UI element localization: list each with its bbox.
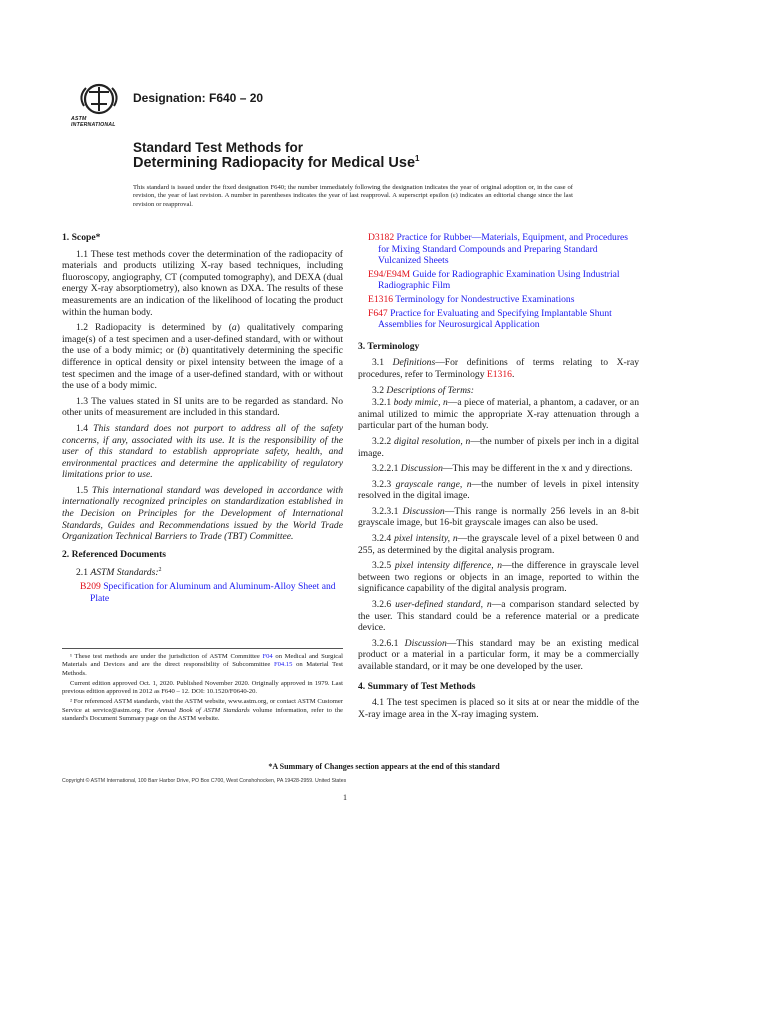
summary-of-changes-note: *A Summary of Changes section appears at the end of this standard: [268, 762, 500, 771]
link-f04-15[interactable]: F04.15: [273, 661, 293, 669]
para-4-1: 4.1 The test specimen is placed so it sits at or near the middle of the X-ray image area in the X-ray imaging system.: [358, 697, 639, 720]
ref-b209[interactable]: B209 Specification for Aluminum and Aluminum-Alloy Sheet and Plate: [80, 581, 336, 604]
astm-logo: [70, 82, 128, 128]
para-3-1: 3.1 Definitions—For definitions of terms relating to X-ray procedures, refer to Terminology E1316.: [358, 357, 639, 380]
footnote-1-edition: Current edition approved Oct. 1, 2020. Published November 2020. Originally approved in 1979. Last previous edition approved in 2012 as F640 – 12. DOI: 10.1520/F0640-20.: [62, 679, 343, 696]
para-3-2-6-1: 3.2.6.1 Discussion—This standard may be an existing medical product or a material in a particular form, it may be a commercially available standard, or it may be one developed by the user.: [358, 637, 639, 672]
para-3-2-4: 3.2.4 pixel intensity, n—the grayscale level of a pixel between 0 and 255, as determined by the digital analysis program.: [358, 533, 639, 556]
ref-f647[interactable]: F647 Practice for Evaluating and Specifying Implantable Shunt Assemblies for Neurosurgical Application: [368, 307, 612, 331]
para-3-2-5: 3.2.5 pixel intensity difference, n—the difference in grayscale level between two regions or objects in an image, reported to within the significance capability of the digital analysis program.: [358, 560, 639, 595]
section-2-heading: 2. Referenced Documents: [62, 548, 166, 560]
para-3-2-3-1: 3.2.3.1 Discussion—This range is normally 256 levels in an 8-bit grayscale image, but 16-bit grayscale images can also be used.: [358, 505, 639, 529]
issuance-notice: This standard is issued under the fixed designation F640; the number immediately following the designation indicates the year of original adoption or, in the case of revision, the year of last revision. A number in parentheses indicates the year of last reapproval. A superscript epsilon (ε) indicates an editorial change since the last revision or reapproval.: [133, 184, 573, 208]
right-column: [358, 232, 639, 724]
designation: Designation: F640 – 20: [133, 91, 264, 105]
footnotes: [62, 648, 343, 725]
title-line-1: Standard Test Methods for: [133, 140, 304, 155]
logo-label: ASTM INTERNATIONAL: [71, 116, 116, 128]
para-3-2-1: 3.2.1 body mimic, n—a piece of material, a phantom, a cadaver, or an animal utilized to mimic the appropriate X-ray attenuation through a particular part of the human body.: [358, 397, 639, 432]
footnote-1: ¹ These test methods are under the jurisdiction of ASTM Committee F04 on Medical and Surgical Materials and Devices and are the direct responsibility of Subcommittee F04.15 on Material Test Methods.: [62, 653, 343, 677]
ref-d3182[interactable]: D3182 Practice for Rubber—Materials, Equipment, and Procedures for Mixing Standard Compounds and Preparing Standard Vulcanized Sheets: [368, 232, 629, 267]
para-2-1: 2.1 ASTM Standards:$^2$: [76, 567, 162, 579]
para-3-2-3: 3.2.3 grayscale range, n—the number of levels in pixel intensity resolved in the digital image.: [358, 478, 639, 502]
ref-e1316[interactable]: E1316 Terminology for Nondestructive Examinations: [368, 293, 575, 305]
section-3-heading: 3. Terminology: [358, 340, 420, 352]
section-1-heading: 1. Scope*: [62, 232, 101, 243]
para-1-4: 1.4 This standard does not purport to address all of the safety concerns, if any, associated with its use. It is the responsibility of the user of this standard to establish appropriate safety, health, and environmental practices and determine the applicability of regulatory limitations prior to use.: [62, 422, 343, 481]
footnote-2: ² For referenced ASTM standards, visit the ASTM website, www.astm.org, or contact ASTM Customer Service at service@astm.org. For Annual Book of ASTM Standards volume information, refer to the standard's Document Summary page on the ASTM website.: [62, 698, 343, 723]
title-line-2: [133, 154, 419, 171]
copyright-line: Copyright © ASTM International, 100 Barr Harbor Drive, PO Box C700, West Conshohocken, PA 19428-2959. United States: [62, 778, 347, 784]
link-e1316[interactable]: E1316: [486, 368, 512, 380]
left-column: [62, 232, 343, 606]
para-1-2: 1.2 Radiopacity is determined by (a) qualitatively comparing image(s) of a test specimen and a user-defined standard, with or without the use of a body mimic; or (b) quantitatively determining the specific difference in optical density or pixel intensity between the image of a test specimen and the image of a user-defined standard, with or without the use of a body mimic.: [62, 322, 343, 392]
link-f04[interactable]: F04: [262, 653, 273, 660]
para-1-3: 1.3 The values stated in SI units are to be regarded as standard. No other units of measurement are included in this standard.: [62, 395, 343, 419]
para-3-2-6: 3.2.6 user-defined standard, n—a comparison standard selected by the user. This standard could be a reference material or a predicate device.: [358, 599, 640, 634]
title-text: Determining Radiopacity for Medical Use: [133, 154, 416, 171]
para-3-2: 3.2 Descriptions of Terms:: [372, 384, 474, 396]
title-footnote-marker: 1: [415, 154, 420, 163]
para-3-2-2: 3.2.2 digital resolution, n—the number of pixels per inch in a digital image.: [358, 435, 639, 459]
para-1-1: 1.1 These test methods cover the determination of the radiopacity of materials and products utilizing X-ray based techniques, including fluoroscopy, angiography, CT (computed tomography), and DEXA (dual energy X-ray absorptiometry), also known as DXA. The results of these measurements are an indication of the likelihood of locating the product within the human body.: [62, 248, 343, 318]
ref-e94[interactable]: E94/E94M Guide for Radiographic Examination Using Industrial Radiographic Film: [368, 268, 620, 292]
para-1-5: 1.5 This international standard was developed in accordance with internationally recognized principles on standardization established in the Decision on Principles for the Development of International Standards, Guides and Recommendations issued by the World Trade Organization Technical Barriers to Trade (TBT) Committee.: [62, 484, 343, 543]
page-number: 1: [343, 793, 347, 802]
para-3-2-2-1: 3.2.2.1 Discussion—This may be different in the x and y directions.: [372, 463, 633, 475]
section-4-heading: 4. Summary of Test Methods: [358, 680, 476, 692]
